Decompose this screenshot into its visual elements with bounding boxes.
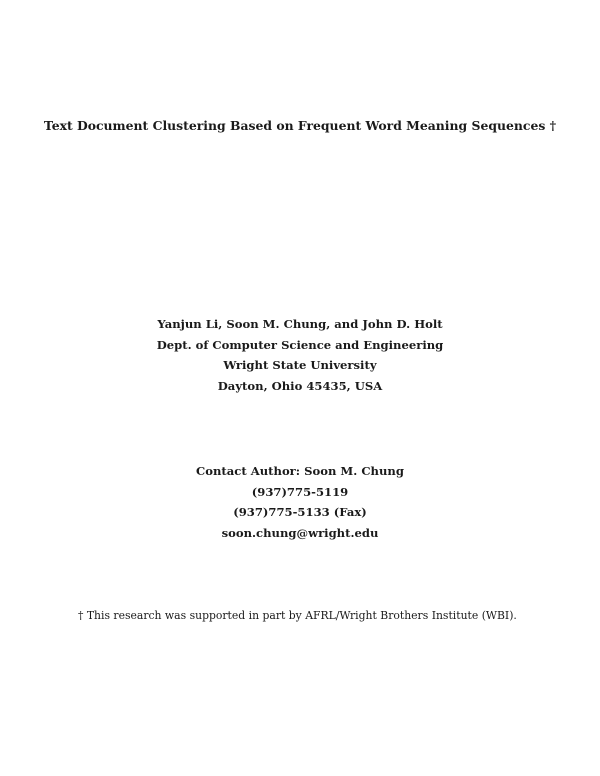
contact-fax: (937)775-5133 (Fax) [233,505,367,519]
author-list: Yanjun Li, Soon M. Chung, and John D. Holt [157,317,443,331]
footnote: † This research was supported in part by AFRL/Wright Brothers Institute (WBI). [78,609,517,622]
contact-email: soon.chung@wright.edu [221,525,379,540]
contact-phone: (937)775-5119 [251,484,349,499]
author-affiliation-block [0,314,600,396]
contact-author: Contact Author: Soon M. Chung [196,464,404,478]
university: Wright State University [223,358,377,372]
paper-title: Text Document Clustering Based on Frequent Word Meaning Sequences † [43,118,557,133]
contact-block [0,461,600,543]
department: Dept. of Computer Science and Engineering [156,337,444,352]
location: Dayton, Ohio 45435, USA [217,378,383,393]
